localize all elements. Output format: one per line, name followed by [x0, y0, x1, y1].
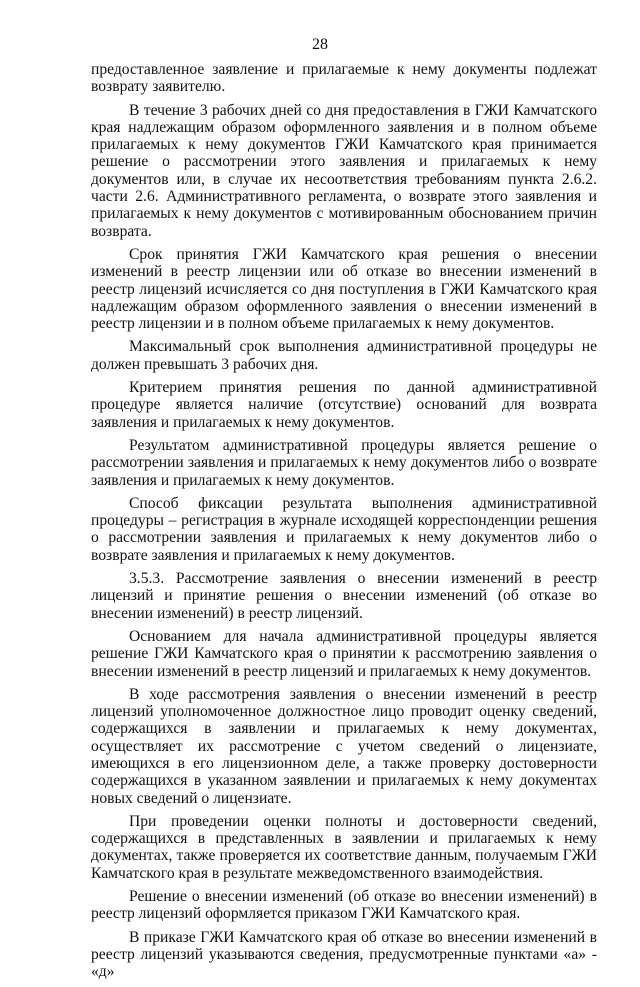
paragraph: Срок принятия ГЖИ Камчатского края решения о внесении изменений в реестр лицензии или об отказе во внесении изменений в реестр лицензий исчисляется со дня поступления в ГЖИ Камчатского края надлежащим образом оформленного заявления о внесении изменений в реестр лицензии и в полном объеме прилагаемых к нему документов. — [91, 245, 597, 333]
paragraph: В течение 3 рабочих дней со дня предоставления в ГЖИ Камчатского края надлежащим образом оформленного заявления и в полном объеме прилагаемых к нему документов ГЖИ Камчатского края принимается решение о рассмотрении этого заявления и прилагаемых к нему документов или, в случае их несоответствия требованиям пункта 2.6.2. части 2.6. Административного регламента, о возврате этого заявления и прилагаемых к нему документов с мотивированным обоснованием причин возврата. — [91, 101, 597, 240]
paragraph: В ходе рассмотрения заявления о внесении изменений в реестр лицензий уполномоченное должностное лицо проводит оценку сведений, содержащихся в заявлении и прилагаемых к нему документах, осуществляет их рассмотрение с учетом сведений о лицензиате, имеющихся в его лицензионном деле, а также проверку достоверности содержащихся в указанном заявлении и прилагаемых к нему документах новых сведений о лицензиате. — [91, 685, 597, 807]
paragraph: Основанием для начала административной процедуры является решение ГЖИ Камчатского края о принятии к рассмотрению заявления о внесении изменений в реестр лицензий и прилагаемых к нему документов. — [91, 627, 597, 680]
paragraph: При проведении оценки полноты и достоверности сведений, содержащихся в представленных в заявлении и прилагаемых к нему документах, также проверяется их соответствие данным, получаемым ГЖИ Камчатского края в результате межведомственного взаимодействия. — [91, 812, 597, 882]
paragraph: Результатом административной процедуры является решение о рассмотрении заявления и прилагаемых к нему документов либо о возврате заявления и прилагаемых к нему документов. — [91, 436, 597, 489]
paragraph: предоставленное заявление и прилагаемые к нему документы подлежат возврату заявителю. — [91, 61, 597, 96]
paragraph: Максимальный срок выполнения административной процедуры не должен превышать 3 рабочих дня. — [91, 338, 597, 373]
document-body — [91, 61, 597, 987]
paragraph: Способ фиксации результата выполнения административной процедуры – регистрация в журнале исходящей корреспонденции решения о рассмотрении заявления и прилагаемых к нему документов либо о возврате заявления и прилагаемых к нему документов. — [91, 494, 597, 564]
paragraph: 3.5.3. Рассмотрение заявления о внесении изменений в реестр лицензий и принятие решения о внесении изменений (об отказе во внесении изменений) в реестр лицензий. — [91, 570, 597, 622]
paragraph: Критерием принятия решения по данной административной процедуре является наличие (отсутствие) оснований для возврата заявления и прилагаемых к нему документов. — [91, 379, 597, 431]
page-number: 28 — [312, 36, 328, 53]
paragraph: Решение о внесении изменений (об отказе во внесении изменений) в реестр лицензий оформляется приказом ГЖИ Камчатского края. — [91, 888, 597, 923]
paragraph: В приказе ГЖИ Камчатского края об отказе во внесении изменений в реестр лицензий указываются сведения, предусмотренные пунктами «а» - «д» — [91, 928, 597, 981]
